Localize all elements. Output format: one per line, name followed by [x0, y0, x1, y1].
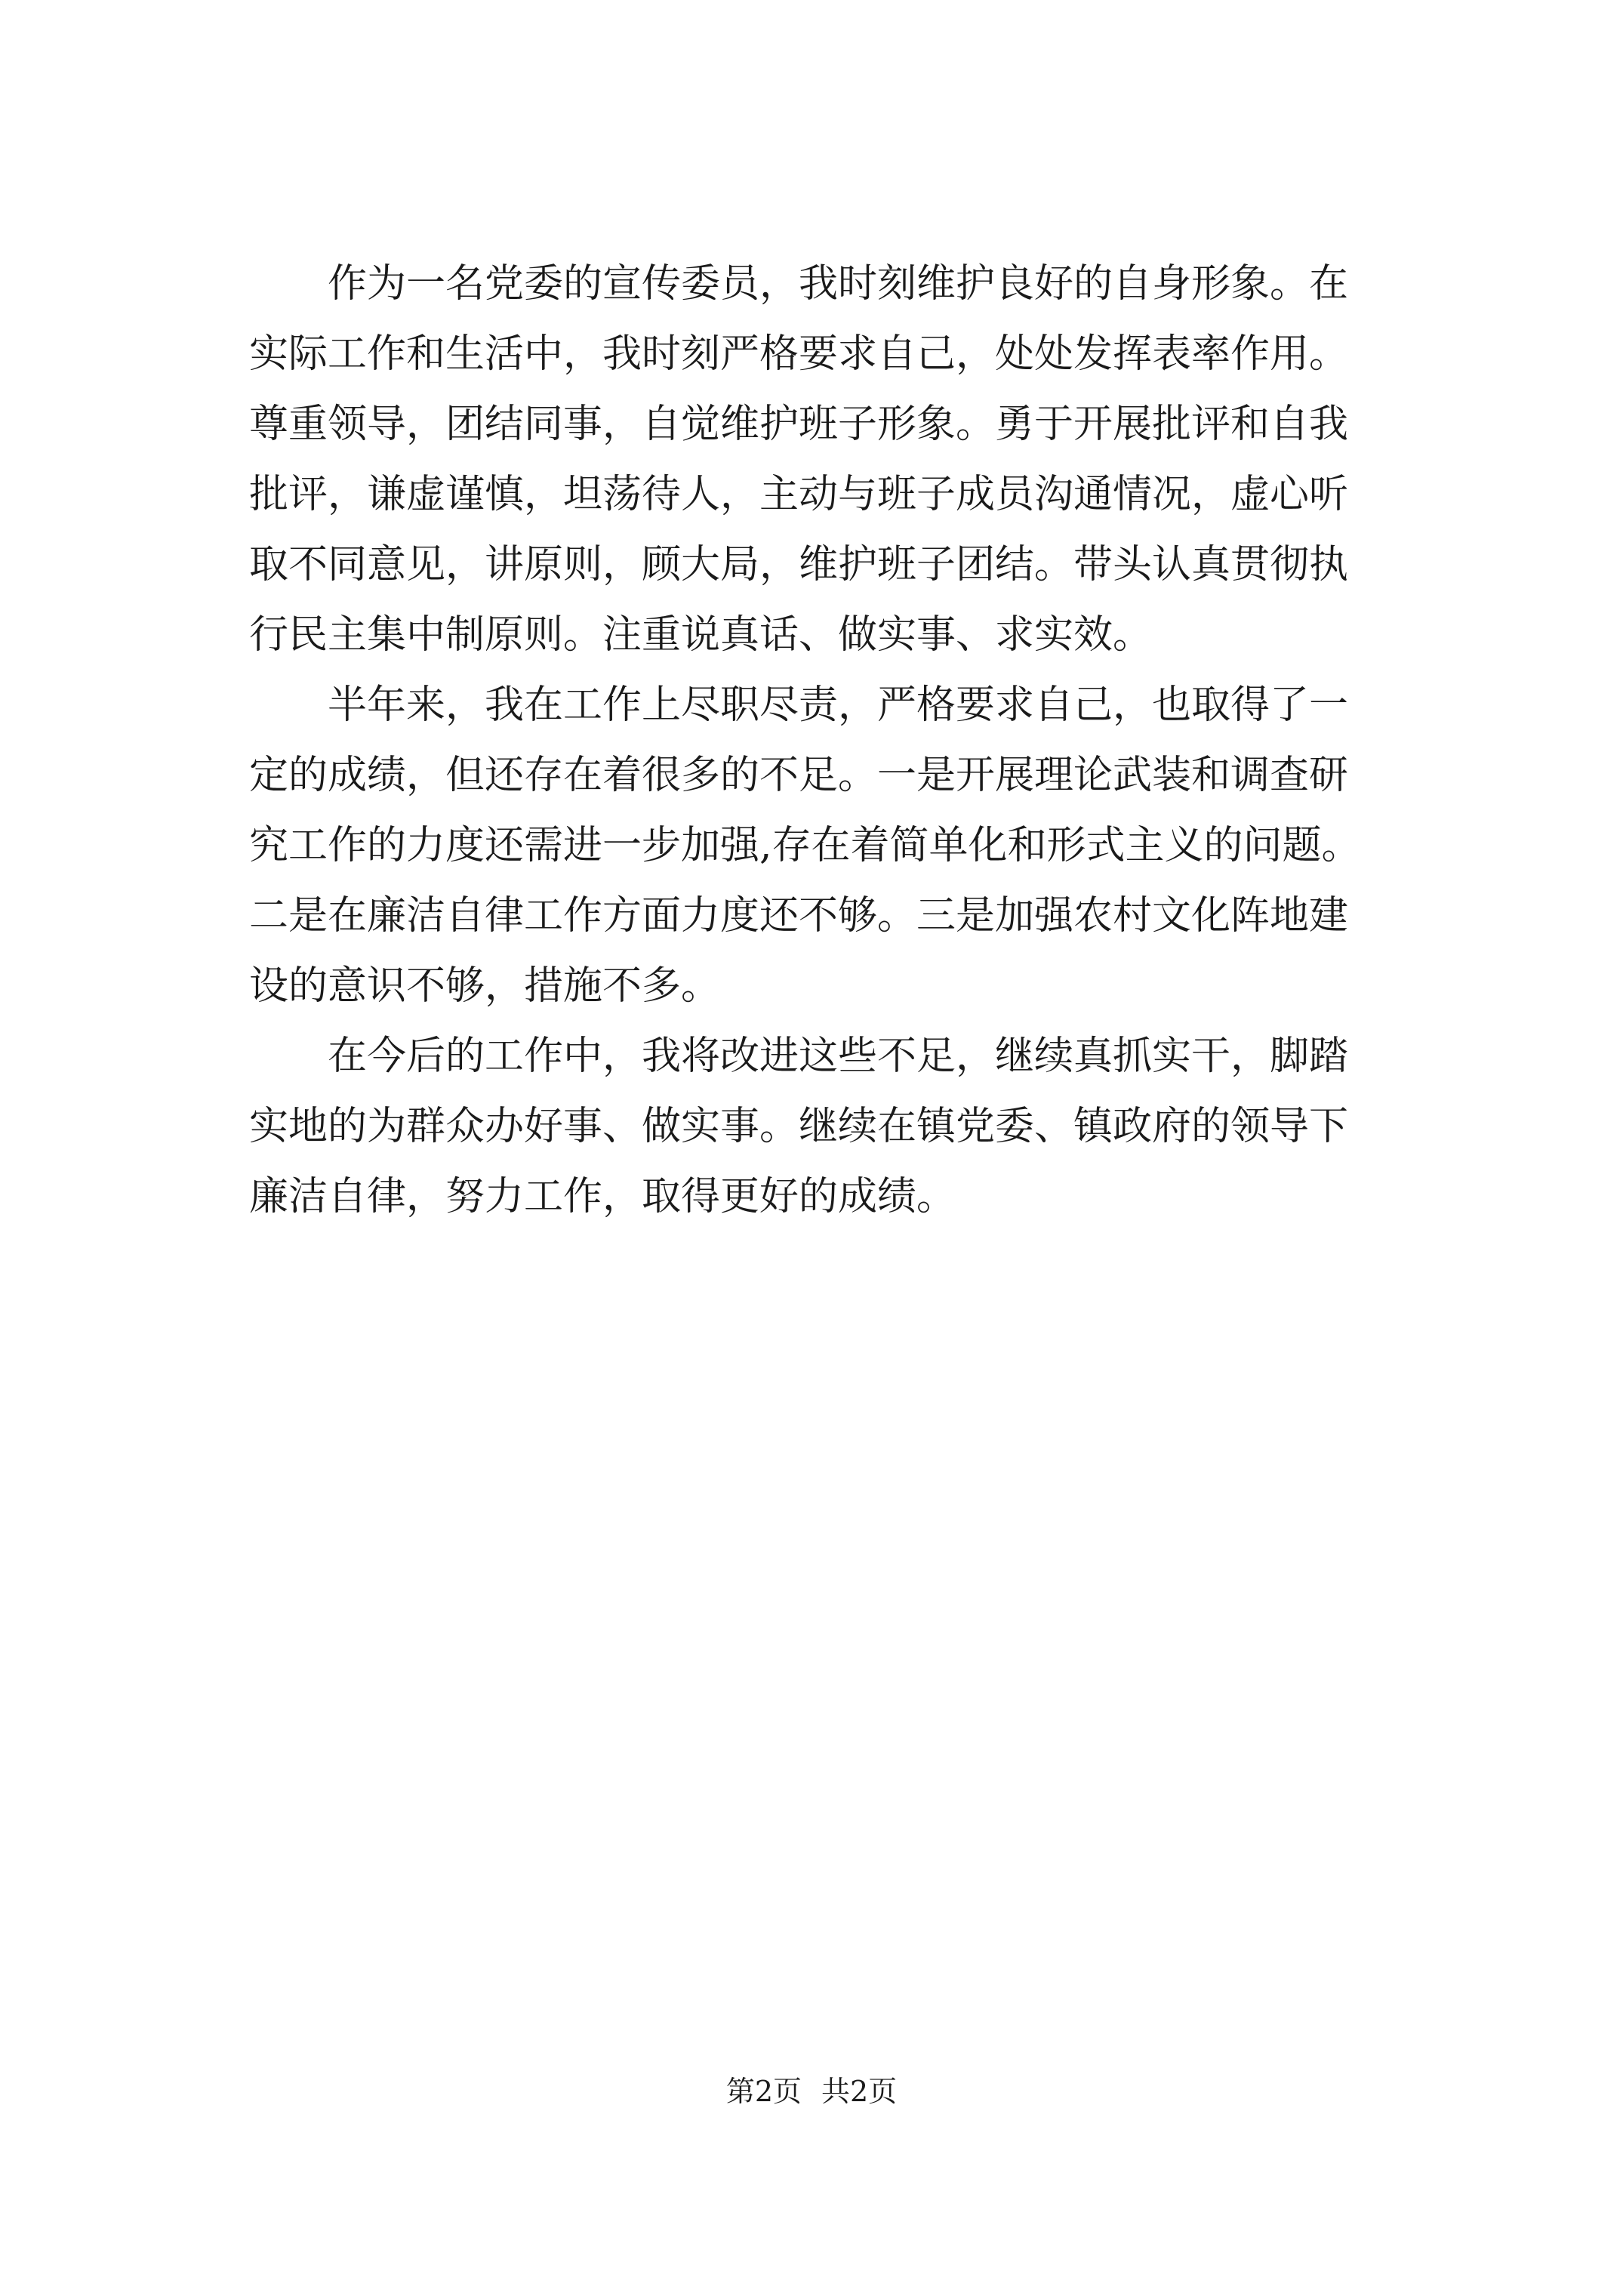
page-footer — [0, 2073, 1623, 2110]
paragraph-1 — [249, 249, 1434, 670]
text-line: 取不同意见，讲原则，顾大局，维护班子团结。带头认真贯彻执 — [249, 542, 1349, 587]
document-body — [249, 249, 1434, 1232]
text-line: 在今后的工作中，我将改进这些不足，继续真抓实干，脚踏 — [249, 1034, 1349, 1079]
text-line: 作为一名党委的宣传委员，我时刻维护良好的自身形象。在 — [249, 261, 1349, 307]
paragraph-3 — [249, 1022, 1434, 1232]
text-line: 半年来，我在工作上尽职尽责，严格要求自己，也取得了一 — [249, 683, 1349, 728]
text-line: 究工作的力度还需进一步加强,存在着简单化和形式主义的问题。 — [249, 823, 1361, 868]
text-line: 设的意识不够，措施不多。 — [249, 963, 721, 1009]
text-line: 尊重领导，团结同事，自觉维护班子形象。勇于开展批评和自我 — [249, 402, 1349, 447]
text-line: 定的成绩，但还存在着很多的不足。一是开展理论武装和调查研 — [249, 753, 1349, 798]
text-line: 廉洁自律，努力工作，取得更好的成绩。 — [249, 1174, 956, 1219]
text-line: 批评，谦虚谨慎，坦荡待人，主动与班子成员沟通情况，虚心听 — [249, 472, 1349, 517]
text-line: 二是在廉洁自律工作方面力度还不够。三是加强农村文化阵地建 — [249, 893, 1349, 938]
page-number-current: 第2页 — [725, 2075, 802, 2108]
text-line: 行民主集中制原则。注重说真话、做实事、求实效。 — [249, 612, 1153, 658]
text-line: 实地的为群众办好事、做实事。继续在镇党委、镇政府的领导下 — [249, 1104, 1349, 1149]
text-line: 实际工作和生活中，我时刻严格要求自己，处处发挥表率作用。 — [249, 331, 1349, 377]
page-number-total: 共2页 — [821, 2075, 898, 2108]
paragraph-2 — [249, 670, 1434, 1022]
